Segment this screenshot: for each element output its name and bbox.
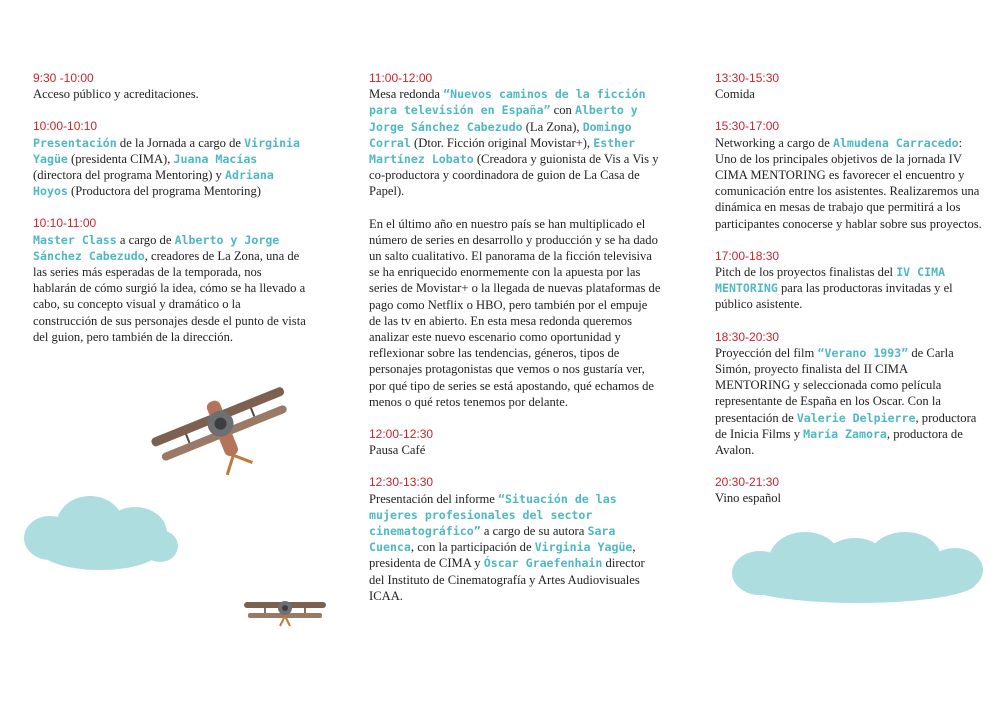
body-text: , productora de Inicia Films y (715, 410, 977, 441)
body-text: Acceso público y acreditaciones. (33, 87, 199, 102)
highlight-text: Adriana Hoyos (33, 168, 274, 199)
body-text: , con la participación de (410, 540, 535, 555)
highlight-text: IV CIMA MENTORING (715, 265, 946, 296)
body-text: (directora del programa Mentoring) y (33, 168, 225, 183)
biplane-small-illustration (240, 590, 330, 630)
highlight-text: “Nuevos caminos de la ficción para televisión en España” (369, 87, 646, 118)
body-text: de la Jornada a cargo de (116, 135, 245, 150)
time-slot: 17:00-18:30 (715, 248, 780, 263)
schedule-item (715, 329, 983, 459)
body-text: a cargo de su autora (480, 524, 588, 539)
time-slot: 10:10-11:00 (33, 216, 97, 231)
schedule-column-3 (715, 70, 983, 523)
body-text: , productora de Avalon. (715, 426, 963, 458)
body-text: , creadores de La Zona, una de las series más esperadas de la temporada, nos hablarán de cómo surgió la idea, cómo se ha llevado a cabo, su concepto visual y dramático o la construcción de sus personajes desde el punto de vista del guion, pero también de la dirección. (33, 248, 306, 344)
time-slot: 10:00-10:10 (33, 119, 98, 134)
body-text: (La Zona), (522, 119, 583, 134)
time-slot: 12:30-13:30 (369, 475, 434, 490)
time-slot: 9:30 -10:00 (33, 71, 94, 85)
biplane-large-illustration (140, 360, 300, 490)
body-text: Pitch de los proyectos finalistas del (715, 265, 897, 280)
highlight-text: “Verano 1993” (817, 345, 909, 360)
highlight-text: Master Class (33, 232, 117, 247)
schedule-item (715, 248, 983, 313)
body-text: (Productora del programa Mentoring) (67, 184, 261, 199)
highlight-text: “Situación de las mujeres profesionales del sector cinematográfico” (369, 491, 617, 539)
body-text: a cargo de (116, 232, 175, 247)
body-text: (Creadora y guionista de Vis a Vis y co-productora y coordinadora de guion de La Casa de Papel). (369, 152, 659, 199)
cloud-left-illustration (20, 488, 180, 578)
schedule-item (33, 70, 308, 102)
highlight-text: Valerie Delpierre (796, 410, 916, 425)
schedule-item (33, 118, 308, 199)
body-text: : Uno de los principales objetivos de la jornada IV CIMA MENTORING es favorecer el encuentro y comunicación entre los asistentes. Realizaremos una dinámica en mesas de trabajo que permitirá a los participantes conocerse y hablar sobre sus proyectos. (715, 135, 982, 231)
time-slot: 20:30-21:30 (715, 475, 780, 490)
schedule-column-1 (33, 70, 308, 361)
schedule-item (715, 474, 983, 506)
body-text: Vino español (715, 491, 782, 506)
time-slot: 12:00-12:30 (369, 427, 434, 442)
body-text: Comida (715, 87, 755, 102)
highlight-text: María Zamora (803, 426, 887, 441)
body-text: director del Instituto de Cinematografía y Artes Audiovisuales ICAA. (369, 556, 645, 603)
highlight-text: Domingo Corral (369, 119, 632, 150)
body-text: para las productoras invitadas y el público asistente. (715, 281, 953, 312)
body-text: con (550, 103, 575, 118)
highlight-text: Virginia Yagüe (534, 540, 633, 555)
body-text: , presidenta de CIMA y (369, 540, 636, 571)
body-text: Networking a cargo de (715, 135, 833, 150)
schedule-item (715, 70, 983, 102)
schedule-item (715, 118, 983, 231)
time-slot: 18:30-20:30 (715, 329, 780, 344)
body-text: Presentación del informe (369, 491, 499, 506)
highlight-text: Virginia Yagüe (33, 135, 301, 166)
highlight-text: Alberto y Jorge Sánchez Cabezudo (369, 103, 638, 134)
body-text: Proyección del film (715, 345, 818, 360)
highlight-text: Esther Martínez Lobato (369, 135, 636, 167)
time-slot: 13:30-15:30 (715, 71, 780, 85)
body-text: Pausa Café (369, 443, 426, 458)
schedule-item (369, 474, 661, 604)
highlight-text: Sara Cuenca (369, 524, 616, 555)
time-slot: 11:00-12:00 (369, 71, 433, 85)
schedule-column-2 (369, 70, 661, 620)
body-text: de Carla Simón, proyecto finalista del II CIMA MENTORING y seleccionada como película representante de España en los Oscar. Con la presentación de (715, 345, 954, 425)
body-text: (Dtor. Ficción original Movistar+), (410, 135, 594, 150)
body-text: Mesa redonda (369, 87, 444, 102)
highlight-text: Juana Macías (173, 151, 258, 166)
highlight-text: Almudena Carracedo (832, 135, 959, 150)
schedule-item (369, 426, 661, 458)
highlight-text: Alberto y Jorge Sánchez Cabezudo (33, 232, 280, 263)
highlight-text: Presentación (33, 135, 117, 150)
schedule-item (33, 215, 308, 345)
schedule-item (369, 70, 661, 410)
cloud-right-illustration (730, 528, 990, 608)
highlight-text: Óscar Graefenhain (483, 556, 603, 571)
description-paragraph: En el último año en nuestro país se han multiplicado el número de series en desarrollo y producción y se ha dado un salto cualitativo. El panorama de la ficción televisiva se ha enriquecido enormemente con la apuesta por las series de Movistar+ o la llegada de nuevas plataformas de pago como Netflix o HBO, pero también por el empuje de las tv en abierto. En esta mesa redonda queremos analizar este nuevo escenario como oportunidad y reflexionar sobre las tendencias, géneros, tipos de personajes protagonistas que vemos o nos gustaría ver, por qué tipo de series se está apostando, qué echamos de menos o qué retos tenemos por delante. (369, 216, 661, 409)
time-slot: 15:30-17:00 (715, 119, 780, 134)
body-text: (presidenta CIMA), (67, 151, 174, 166)
